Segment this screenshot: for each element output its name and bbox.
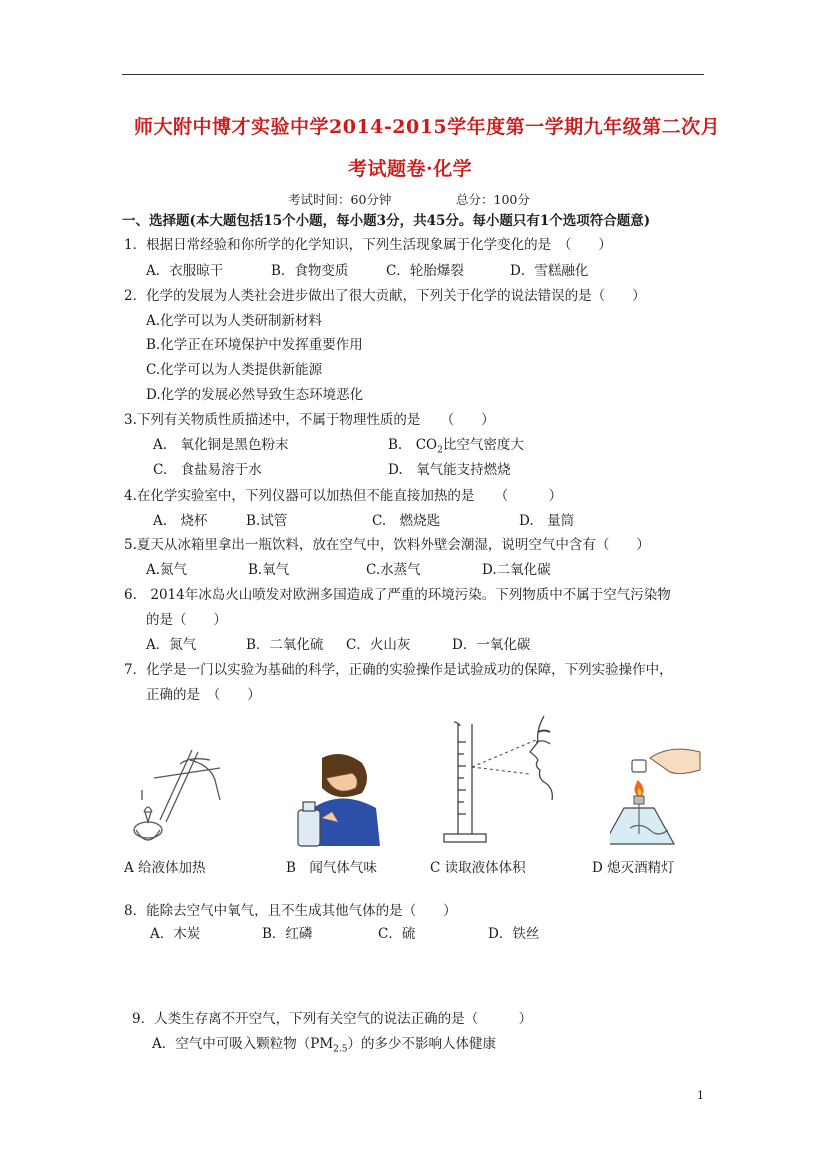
smelling-gas-illustration bbox=[292, 748, 382, 848]
q4-stem: 4.在化学实验室中，下列仪器可以加热但不能直接加热的是 （ ） bbox=[124, 488, 563, 504]
q5-option-c: C.水蒸气 bbox=[366, 562, 421, 578]
q6-stem-line2: 的是（ ） bbox=[146, 612, 227, 628]
q3-stem: 3.下列有关物质性质描述中，不属于物理性质的是 （ ） bbox=[124, 412, 495, 428]
q3-option-b: B. $CO_2$比空气密度大 bbox=[388, 437, 524, 456]
q5-option-b: B.氧气 bbox=[248, 562, 290, 578]
q1-option-a: A．衣服晾干 bbox=[146, 263, 224, 279]
reading-cylinder-illustration bbox=[440, 712, 570, 847]
exam-title-line1: 师大附中博才实验中学2014-2015学年度第一学期九年级第二次月 bbox=[134, 116, 721, 138]
q1-stem: 1．根据日常经验和你所学的化学知识，下列生活现象属于化学变化的是 （ ） bbox=[124, 237, 612, 253]
q3-option-d: D. 氧气能支持燃烧 bbox=[388, 462, 511, 478]
q6-option-a: A．氮气 bbox=[146, 637, 197, 653]
q7-caption-a: A 给液体加热 bbox=[124, 860, 206, 876]
q4-option-b: B.试管 bbox=[246, 513, 288, 529]
q1-option-b: B．食物变质 bbox=[271, 263, 349, 279]
q4-option-c: C. 燃烧匙 bbox=[372, 513, 441, 529]
q6-stem-line1: 6. 2014年冰岛火山喷发对欧洲多国造成了严重的环境污染。下列物质中不属于空气污染物 bbox=[124, 587, 671, 603]
header-rule bbox=[122, 74, 704, 75]
q5-option-d: D.二氧化碳 bbox=[482, 562, 551, 578]
q8-stem: 8．能除去空气中氧气，且不生成其他气体的是（ ） bbox=[124, 903, 457, 919]
q7-caption-c: C 读取液体体积 bbox=[430, 860, 526, 876]
exam-total-score: 总分：100分 bbox=[456, 192, 530, 207]
q9-option-a: A．空气中可吸入颗粒物$(PM_{2.5})$的多少不影响人体健康 bbox=[152, 1036, 496, 1055]
q1-option-d: D．雪糕融化 bbox=[510, 263, 589, 279]
q8-option-d: D．铁丝 bbox=[488, 926, 540, 942]
q7-stem-line1: 7．化学是一门以实验为基础的科学，正确的实验操作是试验成功的保障，下列实验操作中， bbox=[124, 662, 673, 678]
q1-option-c: C．轮胎爆裂 bbox=[386, 263, 464, 279]
q9-stem: 9．人类生存离不开空气，下列有关空气的说法正确的是（ ） bbox=[132, 1011, 533, 1027]
q7-stem-line2: 正确的是 （ ） bbox=[146, 687, 261, 703]
q6-option-d: D．一氧化碳 bbox=[452, 637, 531, 653]
q6-option-c: C．火山灰 bbox=[346, 637, 411, 653]
q5-option-a: A.氮气 bbox=[146, 562, 188, 578]
q2-option-a: A.化学可以为人类研制新材料 bbox=[146, 313, 323, 329]
page-number: 1 bbox=[697, 1089, 704, 1102]
q4-option-d: D. 量筒 bbox=[519, 513, 575, 529]
q2-option-b: B.化学正在环境保护中发挥重要作用 bbox=[146, 337, 363, 353]
q4-option-a: A. 烧杯 bbox=[153, 513, 208, 529]
exam-title-line2: 考试题卷·化学 bbox=[348, 158, 473, 180]
q3-option-c: C. 食盐易溶于水 bbox=[153, 462, 262, 478]
alcohol-lamp-illustration bbox=[610, 738, 705, 850]
q7-caption-b: B 闻气体气味 bbox=[286, 860, 377, 876]
q8-option-b: B．红磷 bbox=[262, 926, 313, 942]
q3-option-a: A. 氧化铜是黑色粉末 bbox=[153, 437, 289, 453]
q8-option-a: A．木炭 bbox=[150, 926, 201, 942]
q8-option-c: C．硫 bbox=[378, 926, 416, 942]
q2-option-c: C.化学可以为人类提供新能源 bbox=[146, 362, 323, 378]
q5-stem: 5.夏天从冰箱里拿出一瓶饮料，放在空气中，饮料外壁会潮湿，说明空气中含有（ ） bbox=[124, 537, 650, 553]
section1-header: 一、选择题(本大题包括15个小题，每小题3分，共45分。每小题只有1个选项符合题意) bbox=[122, 213, 651, 229]
q2-option-d: D.化学的发展必然导致生态环境恶化 bbox=[146, 387, 364, 403]
exam-time: 考试时间：60分钟 bbox=[288, 192, 392, 207]
heating-liquid-illustration bbox=[120, 730, 230, 850]
q6-option-b: B．二氧化硫 bbox=[246, 637, 324, 653]
q7-caption-d: D 熄灭酒精灯 bbox=[592, 860, 675, 876]
q2-stem: 2．化学的发展为人类社会进步做出了很大贡献，下列关于化学的说法错误的是（ ） bbox=[124, 288, 646, 304]
